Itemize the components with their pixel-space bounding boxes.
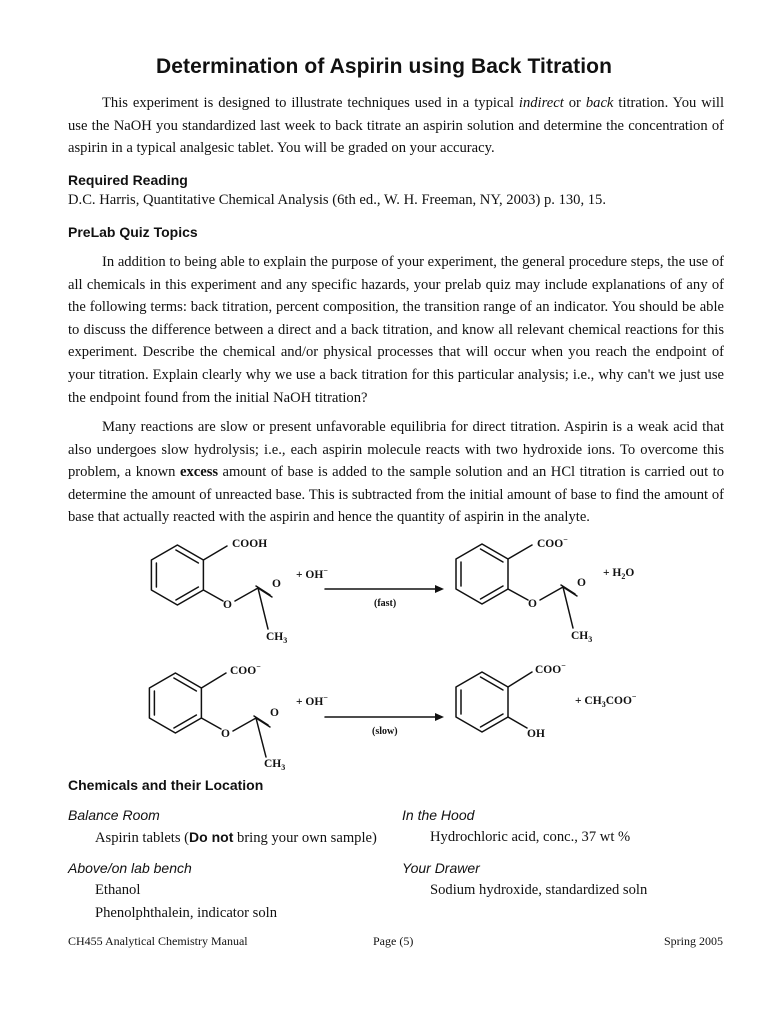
- balance-item-bold: Do not: [189, 829, 234, 845]
- r1-product-ester-o: O: [528, 598, 537, 610]
- intro-text-2: or: [563, 95, 586, 111]
- r1-byproduct-main: + H: [603, 567, 622, 579]
- r1-reagent-main: + OH: [296, 569, 324, 581]
- required-reading-text: D.C. Harris, Quantitative Chemical Analysis (6th ed., W. H. Freeman, NY, 2003) p. 130, 15.: [68, 192, 607, 208]
- r1-product-ring: [456, 544, 508, 604]
- prelab-para2-text-b: amount of base is added to the sample solution and an HCl titration is carried out to determine the amount of unreacted base. This is subtracted from the initial amount of base to find the amount of base that actually reacted with the aspirin and hence the quantity of aspirin in the analyte.: [68, 464, 724, 526]
- r1-product-group: [537, 535, 568, 550]
- r2-byproduct: [575, 692, 637, 709]
- footer-right: Spring 2005: [663, 934, 723, 948]
- r1-product-methyl-sub: 3: [588, 635, 593, 644]
- r2-reactant-ring: [149, 673, 201, 733]
- balance-item-pre: Aspirin tablets (: [95, 830, 190, 846]
- balance-room-item: [95, 829, 377, 847]
- balance-room-heading: Balance Room: [68, 807, 160, 823]
- bench-item-ethanol: Ethanol: [95, 882, 141, 898]
- hood-heading: In the Hood: [402, 807, 475, 823]
- prelab-paragraph-1: [68, 251, 724, 409]
- r2-ester-o: O: [221, 728, 230, 740]
- r2-reagent: [296, 693, 328, 708]
- chemicals-heading: Chemicals and their Location: [68, 777, 264, 793]
- intro-em-indirect: indirect: [518, 95, 564, 111]
- r1-cooh-label: COOH: [232, 538, 268, 550]
- page-title: Determination of Aspirin using Back Titration: [155, 55, 613, 78]
- r2-coo-charge: −: [256, 662, 261, 671]
- r1-ester-o: O: [223, 599, 232, 611]
- r2-carbonyl-o: O: [270, 707, 279, 719]
- footer-page-number: Page (5): [373, 934, 414, 948]
- r2-reagent-main: + OH: [296, 696, 324, 708]
- intro-em-back: back: [585, 95, 614, 111]
- r1-byproduct-tail: O: [625, 567, 635, 579]
- r2-product-main: COO: [535, 664, 562, 676]
- r1-byproduct-sub: 2: [621, 572, 626, 581]
- r1-product-main: COO: [537, 538, 564, 550]
- r1-product-charge: −: [563, 535, 568, 544]
- r1-product-methyl-main: CH: [571, 630, 589, 642]
- r1-product-carbonyl-o: O: [577, 577, 586, 589]
- drawer-item: Sodium hydroxide, standardized soln: [430, 882, 648, 898]
- r1-methyl-main: CH: [266, 631, 284, 643]
- r2-methyl-main: CH: [264, 758, 282, 770]
- intro-text-1: This experiment is designed to illustrate techniques used in a typical: [102, 95, 519, 111]
- drawer-heading: Your Drawer: [402, 860, 480, 876]
- r2-reagent-charge: −: [323, 693, 328, 702]
- r1-methyl: [266, 631, 287, 645]
- r2-product-oh: OH: [527, 728, 545, 740]
- r1-reagent: [296, 566, 328, 581]
- r1-byproduct: [603, 567, 634, 581]
- r2-methyl: [264, 758, 285, 772]
- r1-product-methyl: [571, 630, 592, 644]
- reaction-scheme: [0, 530, 768, 775]
- prelab-para1-text: In addition to being able to explain the purpose of your experiment, the general procedure steps, the use of all chemicals in this experiment and any specific hazards, your prelab quiz may include explanations of any of the following terms: back titration, percent composition, the transition range of an indicator. You should be able to discuss the difference between a direct and a back titration, and know all relevant chemical reactions for this experiment. Describe the chemical and/or physical processes that will occur when you reach the endpoint of your titration. Explain clearly why we use a back titration for this particular analysis; i.e., why can't we just use the endpoint found from the initial NaOH titration?: [68, 254, 724, 406]
- bench-heading: Above/on lab bench: [68, 860, 192, 876]
- r1-reagent-charge: −: [323, 566, 328, 575]
- r2-byproduct-tail: COO: [605, 695, 632, 707]
- footer-left: CH455 Analytical Chemistry Manual: [68, 934, 248, 948]
- prelab-para2-text-a: Many reactions are slow or present unfavorable equilibria for direct titration. Aspirin is a weak acid that also undergoes slow hydrolysis; i.e., each aspirin molecule reacts with two hydroxide ions. To overcome this problem, a known: [68, 419, 724, 481]
- r2-byproduct-main: + CH: [575, 695, 602, 707]
- r2-byproduct-sub: 3: [601, 700, 606, 709]
- r1-carbonyl-o: O: [272, 578, 281, 590]
- r2-coo-label: [230, 662, 261, 677]
- r2-methyl-sub: 3: [281, 763, 286, 772]
- r2-product-ring: [456, 672, 508, 732]
- r2-byproduct-charge: −: [631, 692, 637, 701]
- intro-text-3: titration. You will use the NaOH you standardized last week to back titrate an aspirin solution and determine the concentration of aspirin in a typical analgesic tablet. You will be graded on your accuracy.: [68, 95, 724, 157]
- balance-item-post: bring your own sample): [233, 830, 377, 846]
- r2-condition: (slow): [372, 726, 398, 737]
- r2-coo-main: COO: [230, 665, 257, 677]
- required-reading-heading: Required Reading: [68, 172, 188, 188]
- r1-condition: (fast): [374, 598, 397, 609]
- hood-item: Hydrochloric acid, conc., 37 wt %: [430, 829, 631, 845]
- r2-product-charge: −: [561, 661, 566, 670]
- bench-item-phenolphthalein: Phenolphthalein, indicator soln: [95, 905, 277, 921]
- prelab-heading: PreLab Quiz Topics: [68, 224, 198, 240]
- intro-paragraph: [68, 92, 724, 160]
- prelab-paragraph-2: [68, 416, 724, 529]
- r1-methyl-sub: 3: [283, 636, 288, 645]
- prelab-para2-bold: excess: [179, 464, 219, 481]
- r2-product-group: [535, 661, 566, 676]
- r1-reactant-ring: [151, 545, 203, 605]
